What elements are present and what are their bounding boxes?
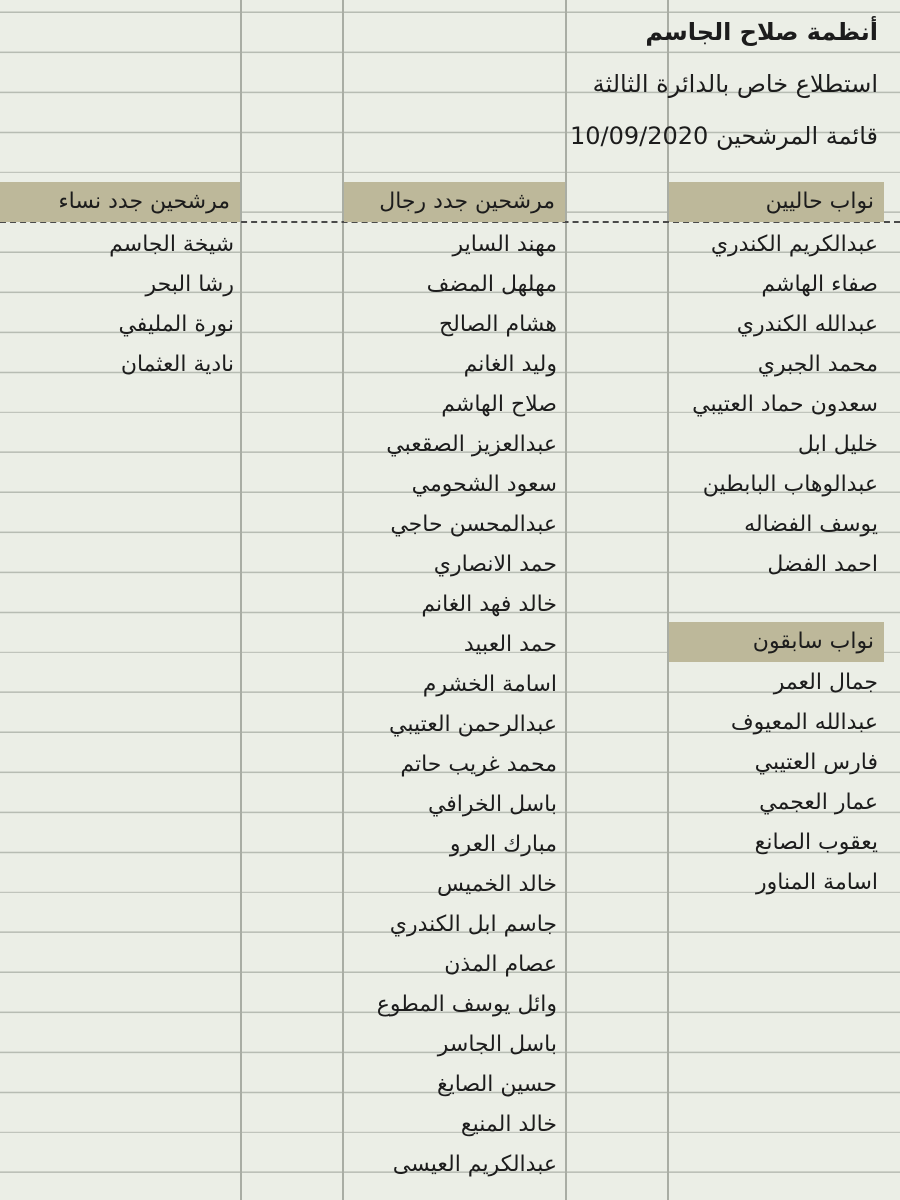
- column-divider: [565, 0, 567, 1200]
- new-men-list: [377, 225, 557, 1185]
- list-item: اسامة المناور: [756, 870, 878, 895]
- list-item: خليل ابل: [797, 432, 878, 457]
- list-item: احمد الفضل: [767, 552, 878, 577]
- list-item: عصام المذن: [444, 952, 557, 977]
- list-item: خالد المنيع: [460, 1112, 557, 1137]
- list-item: اسامة الخشرم: [422, 672, 557, 697]
- list-item: نورة المليفي: [118, 312, 234, 337]
- list-item: عبدالرحمن العتيبي: [388, 712, 557, 737]
- list-item: مبارك العرو: [449, 832, 557, 857]
- header-new-men: مرشحين جدد رجال: [344, 182, 565, 222]
- sheet-title: أنظمة صلاح الجاسم: [645, 18, 878, 46]
- list-item: شيخة الجاسم: [109, 232, 234, 257]
- list-item: صلاح الهاشم: [441, 392, 557, 417]
- list-item: عبدالله المعيوف: [730, 710, 878, 735]
- list-item: رشا البحر: [145, 272, 234, 297]
- header-former-mps: نواب سابقون: [669, 622, 884, 662]
- list-item: مهلهل المضف: [426, 272, 557, 297]
- list-item: مهند الساير: [452, 232, 557, 257]
- list-item: نادية العثمان: [120, 352, 234, 377]
- list-item: خالد فهد الغانم: [421, 592, 557, 617]
- list-item: وائل يوسف المطوع: [376, 992, 557, 1017]
- list-item: محمد غريب حاتم: [400, 752, 557, 777]
- list-item: حسين الصايغ: [436, 1072, 557, 1097]
- sheet-subtitle: استطلاع خاص بالدائرة الثالثة: [592, 70, 878, 98]
- candidate-list-date: قائمة المرشحين 10/09/2020: [569, 122, 878, 150]
- list-item: هشام الصالح: [438, 312, 557, 337]
- list-item: صفاء الهاشم: [761, 272, 878, 297]
- list-item: محمد الجبري: [757, 352, 878, 377]
- list-item: عبدالعزيز الصقعبي: [386, 432, 557, 457]
- list-item: عبدالله الكندري: [736, 312, 878, 337]
- list-item: عبدالكريم العيسى: [392, 1152, 557, 1177]
- list-item: حمد الانصاري: [433, 552, 557, 577]
- list-item: عبدالوهاب البابطين: [702, 472, 878, 497]
- list-item: يعقوب الصانع: [754, 830, 878, 855]
- list-item: عبدالمحسن حاجي: [390, 512, 557, 537]
- header-new-women: مرشحين جدد نساء: [0, 182, 240, 222]
- list-item: حمد العبيد: [463, 632, 557, 657]
- list-item: سعود الشحومي: [411, 472, 557, 497]
- new-women-list: [109, 225, 234, 385]
- list-item: باسل الجاسر: [437, 1032, 557, 1057]
- list-item: جاسم ابل الكندري: [389, 912, 557, 937]
- list-item: سعدون حماد العتيبي: [692, 392, 878, 417]
- list-item: باسل الخرافي: [427, 792, 557, 817]
- list-item: عبدالكريم الكندري: [710, 232, 878, 257]
- list-item: خالد الخميس: [437, 872, 557, 897]
- list-item: وليد الغانم: [463, 352, 557, 377]
- list-item: جمال العمر: [773, 670, 878, 695]
- former-mps-list: [731, 663, 878, 903]
- column-divider: [667, 0, 669, 1200]
- column-divider: [240, 0, 242, 1200]
- list-item: يوسف الفضاله: [744, 512, 878, 537]
- current-mps-list: [692, 225, 878, 585]
- header-current-mps: نواب حاليين: [669, 182, 884, 222]
- column-divider: [342, 0, 344, 1200]
- list-item: فارس العتيبي: [754, 750, 878, 775]
- list-item: عمار العجمي: [759, 790, 878, 815]
